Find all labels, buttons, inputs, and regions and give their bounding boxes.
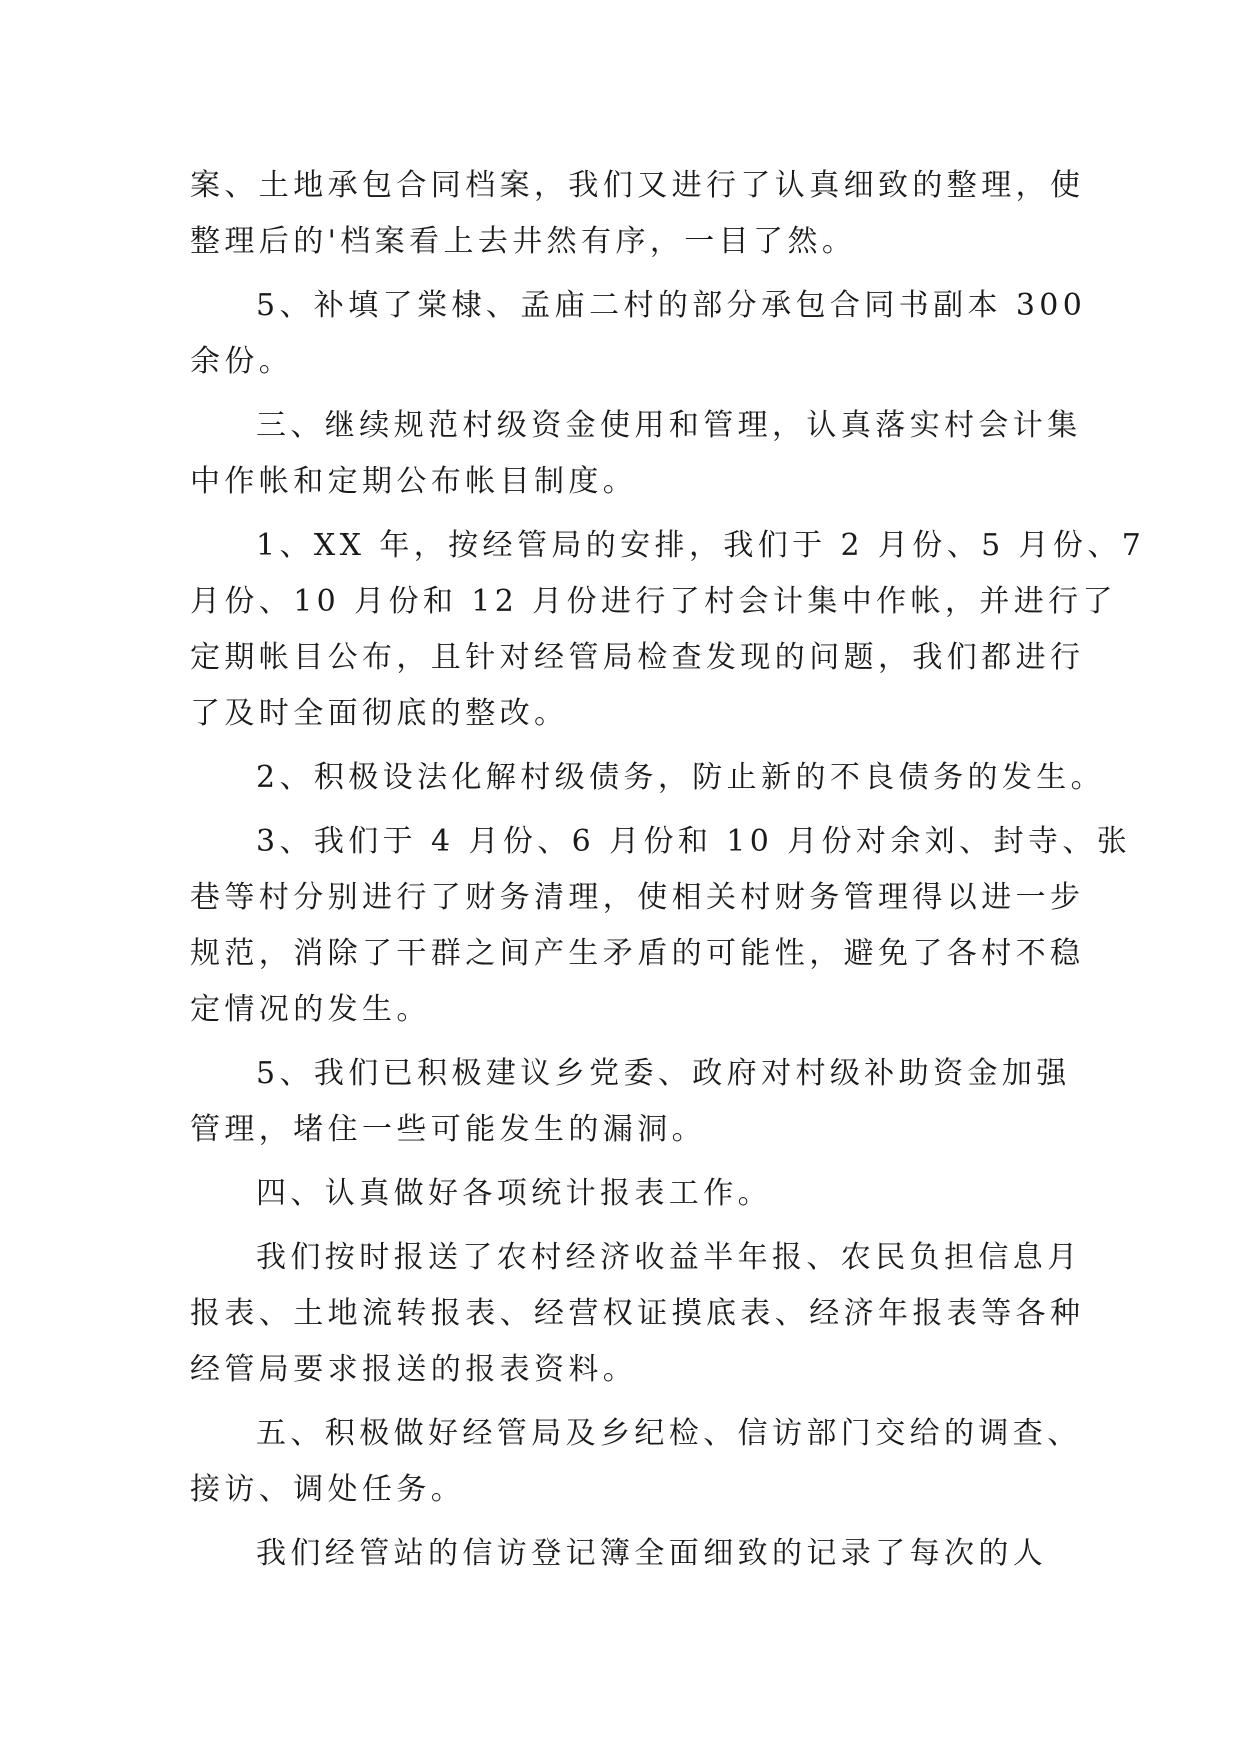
list-item-line: 1、XX 年，按经管局的安排，我们于 2 月份、5 月份、7 xyxy=(256,528,1146,563)
section-heading-line: 四、认真做好各项统计报表工作。 xyxy=(256,1176,772,1211)
body-text-line: 经管局要求报送的报表资料。 xyxy=(190,1352,638,1387)
body-text-line: 定情况的发生。 xyxy=(190,992,431,1027)
body-text-line: 巷等村分别进行了财务清理，使相关村财务管理得以进一步 xyxy=(190,880,1085,915)
section-heading-line: 五、积极做好经管局及乡纪检、信访部门交给的调查、 xyxy=(256,1416,1082,1451)
body-text-line: 余份。 xyxy=(190,344,294,379)
body-text-line: 我们按时报送了农村经济收益半年报、农民负担信息月 xyxy=(256,1240,1082,1275)
section-heading-line: 中作帐和定期公布帐目制度。 xyxy=(190,464,638,499)
body-text-line: 管理，堵住一些可能发生的漏洞。 xyxy=(190,1112,706,1147)
section-heading-line: 三、继续规范村级资金使用和管理，认真落实村会计集 xyxy=(256,408,1082,443)
body-text-line: 整理后的'档案看上去井然有序，一目了然。 xyxy=(190,224,857,259)
list-item-line: 3、我们于 4 月份、6 月份和 10 月份对余刘、封寺、张 xyxy=(256,824,1132,859)
body-text-line: 月份、10 月份和 12 月份进行了村会计集中作帐，并进行了 xyxy=(190,584,1117,619)
list-item-line: 5、我们已积极建议乡党委、政府对村级补助资金加强 xyxy=(256,1056,1071,1091)
body-text-line: 我们经管站的信访登记簿全面细致的记录了每次的人 xyxy=(256,1536,1048,1571)
body-text-line: 规范，消除了干群之间产生矛盾的可能性，避免了各村不稳 xyxy=(190,936,1085,971)
section-heading-line: 接访、调处任务。 xyxy=(190,1472,466,1507)
list-item-line: 5、补填了棠棣、孟庙二村的部分承包合同书副本 300 xyxy=(256,288,1087,323)
body-text-line: 了及时全面彻底的整改。 xyxy=(190,696,569,731)
list-item-line: 2、积极设法化解村级债务，防止新的不良债务的发生。 xyxy=(256,760,1106,795)
body-text-line: 定期帐目公布，且针对经管局检查发现的问题，我们都进行 xyxy=(190,640,1085,675)
body-text-line: 报表、土地流转报表、经营权证摸底表、经济年报表等各种 xyxy=(190,1296,1085,1331)
body-text-line: 案、土地承包合同档案，我们又进行了认真细致的整理，使 xyxy=(190,168,1085,203)
